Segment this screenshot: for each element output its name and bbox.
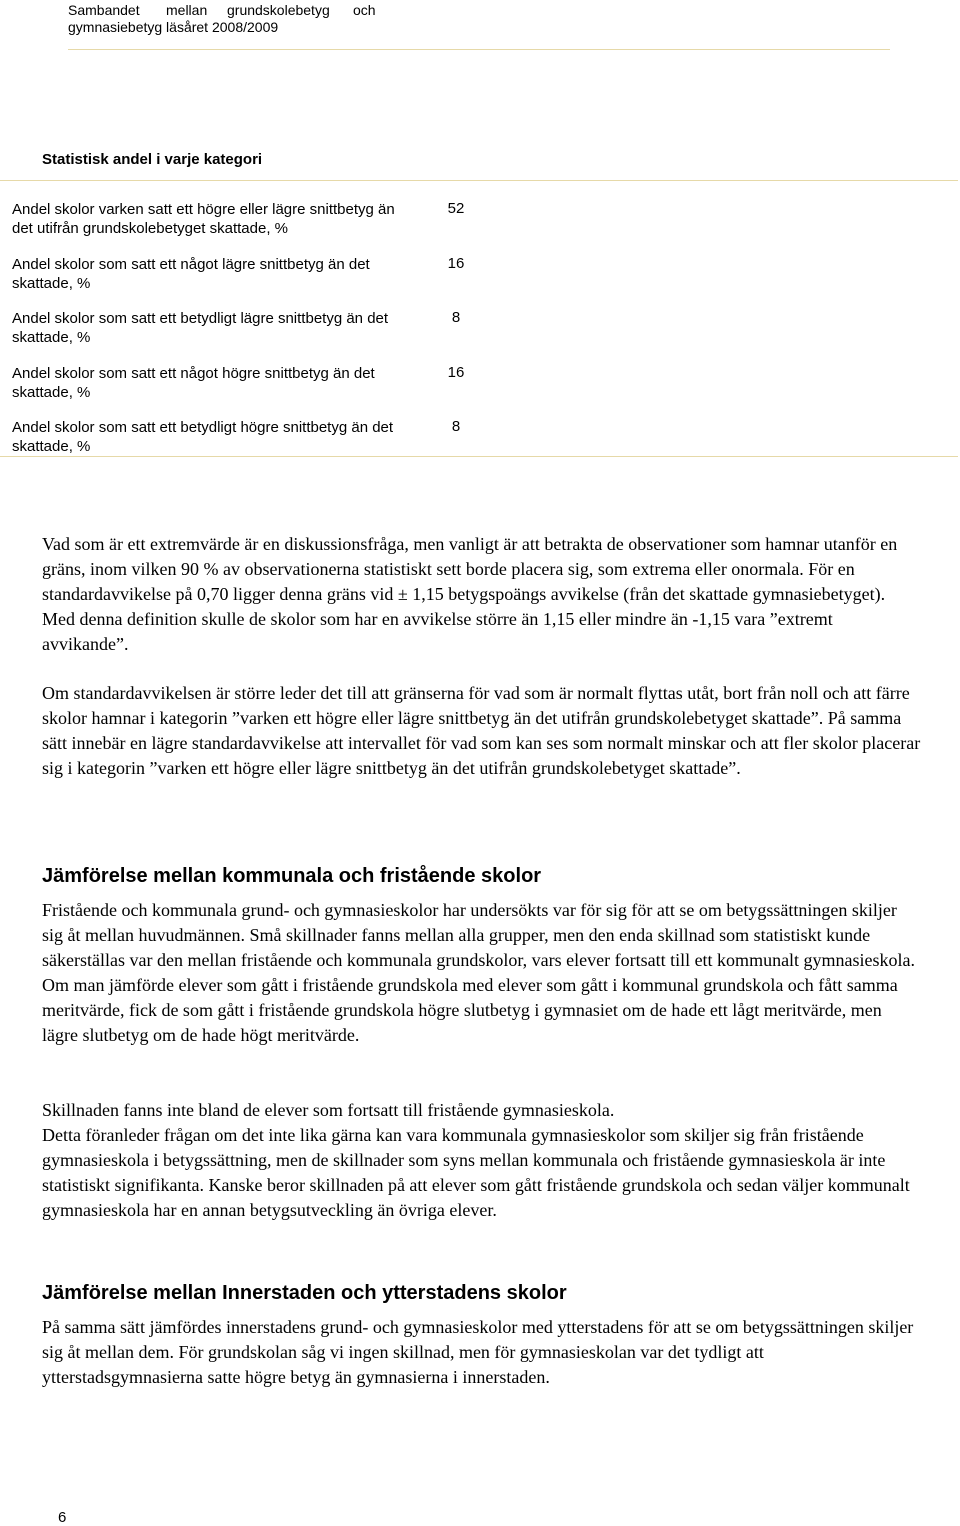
table-row-label: Andel skolor som satt ett något lägre snittbetyg än det skattade, % [12,256,370,292]
header-divider [68,49,890,50]
page-number: 6 [58,1509,67,1526]
header-word: Sambandet [68,2,140,18]
table-row-value: 16 [447,255,465,272]
table-rule [0,456,958,457]
section-heading: Jämförelse mellan kommunala och fristående skolor [42,865,542,887]
table-row-label: Andel skolor varken satt ett högre eller lägre snittbetyg än det utifrån grundskolebetyget skattade, % [12,201,395,237]
table-row-label: Andel skolor som satt ett betydligt högre snittbetyg än det skattade, % [12,419,394,455]
table-row-label: Andel skolor som satt ett något högre snittbetyg än det skattade, % [12,365,375,401]
table-row-value: 8 [451,418,461,435]
body-paragraph: Vad som är ett extremvärde är en diskussionsfråga, men vanligt är att betrakta de observationer som hamnar utanför en gräns, inom vilken 90 % av observationerna statistiskt sett borde placera sig, som extrema eller onormala. För en standardavvikelse på 0,70 ligger denna gräns vid ± 1,15 betygspoängs avvikelse (från det skattade gymnasiebetyget). Med denna definition skulle de skolor som har en avvikelse större än 1,15 eller mindre än -1,15 vara ”extremt avvikande”. [42,534,898,654]
stats-table-title: Statistisk andel i varje kategori [42,151,263,168]
body-paragraph: På samma sätt jämfördes innerstadens grund- och gymnasieskolor med ytterstadens för att se om betygssättningen skiljer sig åt mellan dem. För grundskolan såg vi ingen skillnad, men för gymnasieskolan var det tydligt att ytterstadsgymnasierna satte högre betyg än gymnasierna i innerstaden. [42,1317,914,1387]
section-heading: Jämförelse mellan Innerstaden och ytterstadens skolor [42,1282,567,1304]
body-paragraph: Fristående och kommunala grund- och gymnasieskolor har undersökts var för sig för att se om betygssättningen skiljer sig åt mellan huvudmännen. Små skillnader fanns mellan alla grupper, men den enda skillnad som statistiskt kunde säkerställas var den mellan fristående och kommunala grundskolor, vars elever fortsatt till ett kommunalt gymnasieskola. Om man jämförde elever som gått i fristående grundskola med elever som gått i kommunal grundskola och fått samma meritvärde, fick de som gått i fristående grundskola högre slutbetyg i gymnasiet om de hade ett lågt meritvärde, men lägre slutbetyg om de hade högt meritvärde. [42,900,916,1045]
header-word: mellan [166,2,208,18]
table-row-value: 8 [451,309,461,326]
running-header-line2: gymnasiebetyg läsåret 2008/2009 [68,19,279,35]
table-row-value: 16 [447,364,465,381]
header-word: och [353,2,376,18]
table-row-value: 52 [447,200,465,217]
body-paragraph: Detta föranleder frågan om det inte lika gärna kan vara kommunala gymnasieskolor som skiljer sig från fristående gymnasieskola i betygssättning, men de skillnader som syns mellan kommunala och fristående gymnasieskola är inte statistiskt signifikanta. Kanske beror skillnaden på att elever som gått fristående grundskola och sedan väljer kommunalt gymnasieskola har en annan betygsutveckling än övriga elever. [42,1125,910,1220]
header-word: grundskolebetyg [227,2,330,18]
body-paragraph: Skillnaden fanns inte bland de elever som fortsatt till fristående gymnasieskola. [42,1100,615,1120]
table-rule [0,180,958,181]
table-row-label: Andel skolor som satt ett betydligt lägre snittbetyg än det skattade, % [12,310,389,346]
body-paragraph: Om standardavvikelsen är större leder det till att gränserna för vad som är normalt flyttas utåt, bort från noll och att färre skolor hamnar i kategorin ”varken ett högre eller lägre snittbetyg än det utifrån grundskolebetyget skattade”. På samma sätt innebär en lägre standardavvikelse att intervallet för vad som kan ses som normalt minskar och att fler skolor placerar sig i kategorin ”varken ett högre eller lägre snittbetyg än det utifrån grundskolebetyget skattade”. [42,683,921,778]
